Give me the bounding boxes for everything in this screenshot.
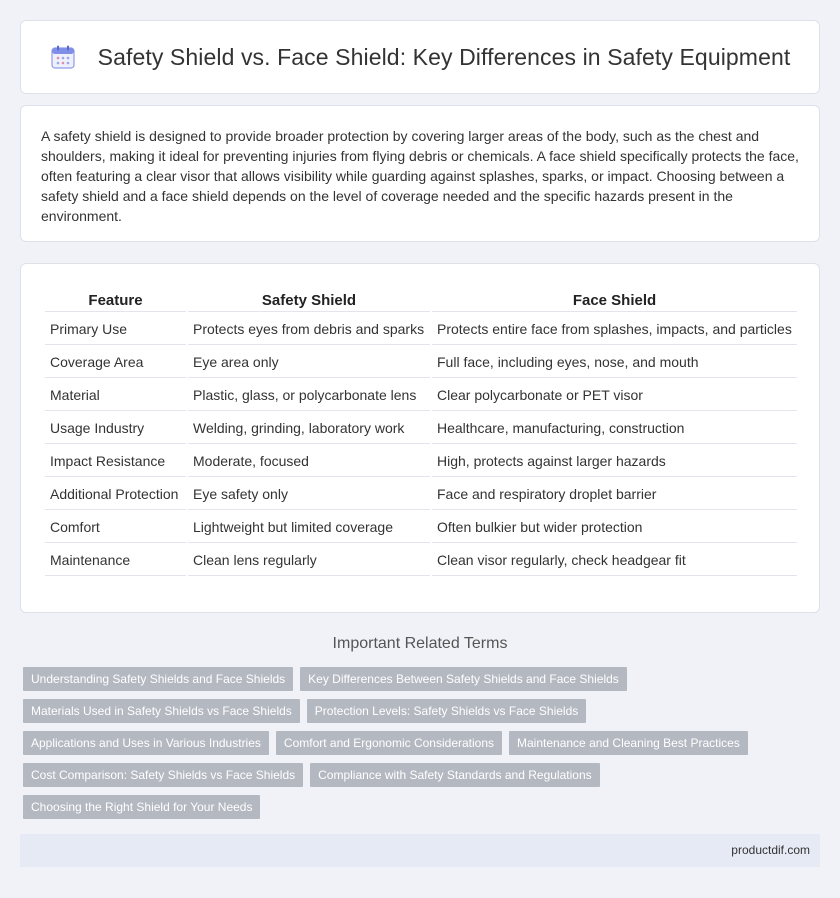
cell-face-shield: Often bulkier but wider protection xyxy=(432,512,797,543)
table-row xyxy=(45,347,797,378)
related-terms-list xyxy=(23,667,813,827)
cell-feature: Coverage Area xyxy=(45,347,186,378)
related-term-tag[interactable]: Materials Used in Safety Shields vs Face Shields xyxy=(23,699,300,723)
cell-feature: Material xyxy=(45,380,186,411)
related-term-tag[interactable]: Key Differences Between Safety Shields and Face Shields xyxy=(300,667,627,691)
table-row xyxy=(45,413,797,444)
cell-feature: Comfort xyxy=(45,512,186,543)
cell-safety-shield: Moderate, focused xyxy=(188,446,430,477)
intro-card xyxy=(20,105,820,242)
table-row xyxy=(45,380,797,411)
related-term-tag[interactable]: Maintenance and Cleaning Best Practices xyxy=(509,731,748,755)
cell-safety-shield: Eye area only xyxy=(188,347,430,378)
cell-feature: Maintenance xyxy=(45,545,186,576)
related-term-tag[interactable]: Compliance with Safety Standards and Regulations xyxy=(310,763,600,787)
related-term-tag[interactable]: Comfort and Ergonomic Considerations xyxy=(276,731,502,755)
table-row xyxy=(45,512,797,543)
table-row xyxy=(45,479,797,510)
related-term-tag[interactable]: Protection Levels: Safety Shields vs Face Shields xyxy=(307,699,586,723)
cell-safety-shield: Lightweight but limited coverage xyxy=(188,512,430,543)
cell-face-shield: High, protects against larger hazards xyxy=(432,446,797,477)
cell-face-shield: Protects entire face from splashes, impacts, and particles xyxy=(432,314,797,345)
cell-safety-shield: Welding, grinding, laboratory work xyxy=(188,413,430,444)
header-feature: Feature xyxy=(45,286,186,312)
header-safety-shield: Safety Shield xyxy=(188,286,430,312)
related-terms-title: Important Related Terms xyxy=(332,635,508,652)
cell-feature: Additional Protection xyxy=(45,479,186,510)
cell-safety-shield: Eye safety only xyxy=(188,479,430,510)
cell-face-shield: Clear polycarbonate or PET visor xyxy=(432,380,797,411)
related-term-tag[interactable]: Choosing the Right Shield for Your Needs xyxy=(23,795,260,819)
page-title: Safety Shield vs. Face Shield: Key Differences in Safety Equipment xyxy=(97,43,791,70)
footer xyxy=(20,834,820,867)
cell-safety-shield: Clean lens regularly xyxy=(188,545,430,576)
cell-face-shield: Face and respiratory droplet barrier xyxy=(432,479,797,510)
comparison-card xyxy=(20,263,820,613)
table-header-row xyxy=(45,286,797,312)
header-face-shield: Face Shield xyxy=(432,286,797,312)
cell-face-shield: Healthcare, manufacturing, construction xyxy=(432,413,797,444)
cell-face-shield: Full face, including eyes, nose, and mouth xyxy=(432,347,797,378)
table-row xyxy=(45,314,797,345)
related-term-tag[interactable]: Understanding Safety Shields and Face Shields xyxy=(23,667,293,691)
header-card xyxy=(20,20,820,94)
cell-feature: Impact Resistance xyxy=(45,446,186,477)
table-row xyxy=(45,446,797,477)
intro-paragraph: A safety shield is designed to provide broader protection by covering larger areas of the body, such as the chest and shoulders, making it ideal for preventing injuries from flying debris or chemicals. A face shield specifically protects the face, often featuring a clear visor that allows visibility while guarding against splashes, sparks, or impact. Choosing between a safety shield and a face shield depends on the level of coverage needed and the specific hazards present in the environment. xyxy=(41,128,799,224)
cell-face-shield: Clean visor regularly, check headgear fit xyxy=(432,545,797,576)
cell-feature: Primary Use xyxy=(45,314,186,345)
related-term-tag[interactable]: Applications and Uses in Various Industries xyxy=(23,731,269,755)
calendar-icon xyxy=(50,44,76,70)
table-row xyxy=(45,545,797,576)
comparison-table xyxy=(43,284,799,578)
cell-safety-shield: Plastic, glass, or polycarbonate lens xyxy=(188,380,430,411)
related-term-tag[interactable]: Cost Comparison: Safety Shields vs Face Shields xyxy=(23,763,303,787)
cell-safety-shield: Protects eyes from debris and sparks xyxy=(188,314,430,345)
footer-site-link[interactable]: productdif.com xyxy=(731,843,810,857)
cell-feature: Usage Industry xyxy=(45,413,186,444)
